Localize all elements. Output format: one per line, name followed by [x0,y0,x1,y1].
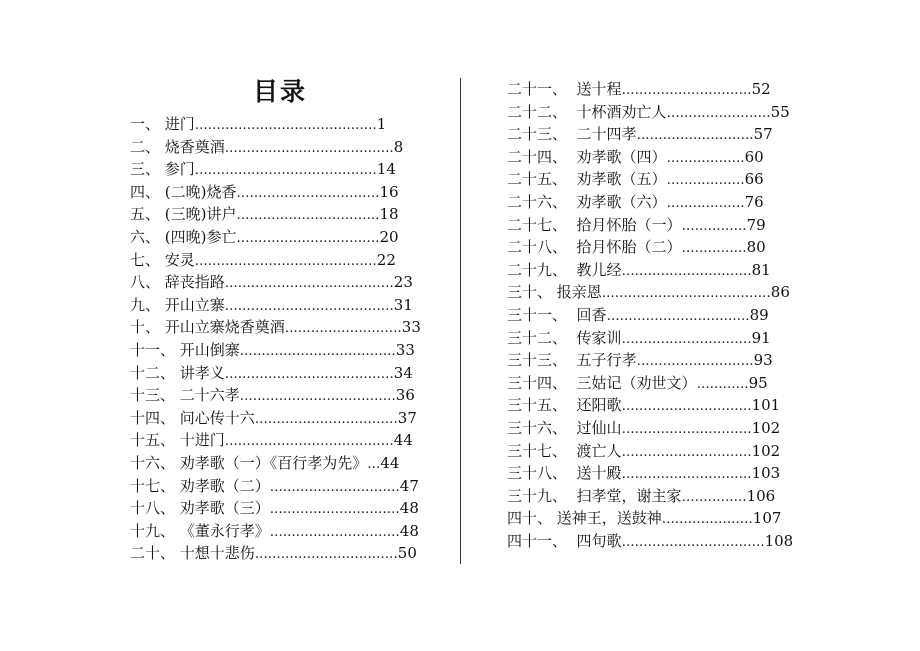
toc-entry[interactable] [130,452,445,475]
toc-left-column [130,113,445,565]
toc-entry[interactable] [507,440,807,463]
toc-entry-number: 四、 [130,182,161,201]
toc-entry[interactable] [507,214,807,237]
toc-entry-number: 二十二、 [507,102,568,121]
toc-entry-page: 23 [393,273,413,292]
toc-entry-number: 三十八、 [507,464,568,483]
toc-entry-page: 80 [746,238,766,257]
toc-entry-number: 十二、 [130,363,176,382]
toc-entry-page: 60 [744,147,764,166]
toc-entry-number: 四十、 [507,509,553,528]
toc-entry-title: 送神王，送鼓神 [552,509,662,528]
toc-entry-title: (四晚)参亡 [160,227,237,246]
toc-entry-page: 101 [751,396,781,415]
toc-entry-number: 四十一、 [507,531,568,550]
toc-entry-number: 三十七、 [507,441,568,460]
toc-entry-page: 18 [379,205,399,224]
toc-entry-page: 50 [397,544,417,563]
toc-entry-number: 三十、 [507,283,553,302]
toc-entry[interactable] [130,316,445,339]
toc-entry-number: 三十一、 [507,305,568,324]
toc-entry-title: 二十四孝 [567,125,637,144]
toc-entry-leader: ………………………… [269,502,400,518]
toc-entry[interactable] [130,271,445,294]
toc-entry-leader: ………………………………… [224,276,394,292]
toc-entry-leader: ………………………… [269,524,400,540]
toc-entry-title: 安灵 [160,250,195,269]
toc-entry-number: 五、 [130,205,161,224]
toc-entry-number: 十五、 [130,431,176,450]
toc-entry-number: 十八、 [130,499,176,518]
toc-entry-number: 三十四、 [507,373,568,392]
toc-entry-title: 劝孝歌（四） [567,147,667,166]
toc-entry[interactable] [507,146,807,169]
toc-entry-number: 六、 [130,227,161,246]
toc-entry-page: 103 [751,464,781,483]
toc-entry-title: 开山倒寨 [175,340,240,359]
toc-entry-leader: …………………………… [236,230,380,246]
toc-entry-leader: ……………………………… [239,389,396,405]
toc-entry[interactable] [507,101,807,124]
toc-entry-page: 33 [395,340,415,359]
toc-entry-page: 37 [397,408,417,427]
toc-entry-leader: ………………………… [621,444,752,460]
toc-entry-leader: ………………………… [621,421,752,437]
toc-entry-number: 三十五、 [507,396,568,415]
toc-entry-title: 开山立寨 [160,295,225,314]
toc-entry-page: 107 [752,509,782,528]
toc-entry[interactable] [507,191,807,214]
toc-entry-leader: …………… [681,218,747,234]
toc-entry[interactable] [507,394,807,417]
toc-entry-number: 二、 [130,137,161,156]
toc-entry-number: 二十七、 [507,215,568,234]
toc-entry-page: 102 [751,418,781,437]
toc-entry-title: 回香 [567,305,607,324]
toc-entry[interactable] [507,507,807,530]
toc-entry-title: 扫孝堂，谢主家 [567,486,682,505]
toc-entry-leader: …………………… [666,105,771,121]
toc-entry[interactable] [130,249,445,272]
toc-entry[interactable] [507,372,807,395]
toc-entry-number: 二十一、 [507,80,568,98]
toc-entry-title: 劝孝歌（六） [567,192,667,211]
toc-entry[interactable] [130,339,445,362]
toc-entry-page: 106 [746,486,776,505]
toc-entry-leader: …………………………………… [194,118,377,133]
toc-entry-leader: ………………………………… [601,286,771,302]
toc-entry-number: 三十三、 [507,351,568,370]
toc-entry-leader: ………………………… [269,479,400,495]
toc-entry-title: 烧香奠酒 [160,137,225,156]
toc-entry[interactable] [507,530,807,553]
toc-entry-title: 三姑记（劝世文） [567,373,697,392]
toc-entry-title: 十想十悲伤 [175,544,255,563]
toc-entry-leader: ………………………………… [224,366,394,382]
toc-entry-number: 一、 [130,115,161,133]
toc-entry[interactable] [507,349,807,372]
toc-entry[interactable] [130,520,445,543]
toc-entry-leader: ……………… [666,150,745,166]
toc-entry-number: 十一、 [130,340,176,359]
toc-entry-page: 108 [764,531,794,550]
toc-entry-title: 拾月怀胎（二） [567,238,682,257]
toc-entry-title: 《董永行孝》 [175,521,270,540]
toc-entry-leader: …………………………………… [194,163,377,179]
toc-entry-title: (二晚)烧香 [160,182,237,201]
toc-entry-page: 16 [379,182,399,201]
toc-entry-title: 十杯酒劝亡人 [567,102,667,121]
toc-entry-title: 问心传十六 [175,408,255,427]
toc-entry-title: 讲孝义 [175,363,225,382]
toc-entry-leader: …………… [681,241,747,257]
toc-entry-leader: … [367,456,381,472]
toc-entry-number: 二十九、 [507,260,568,279]
toc-entry-number: 三、 [130,160,161,179]
toc-entry-leader: ………………… [661,512,753,528]
toc-entry[interactable] [130,181,445,204]
toc-entry-title: 送十殿 [567,464,622,483]
toc-entry-page: 81 [751,260,771,279]
toc-entry[interactable] [130,203,445,226]
toc-entry-number: 九、 [130,295,161,314]
toc-entry-title: 还阳歌 [567,396,622,415]
toc-entry[interactable] [130,362,445,385]
toc-entry-leader: ……………………… [284,321,402,337]
toc-entry-title: 报亲恩 [552,283,602,302]
toc-entry-title: 拾月怀胎（一） [567,215,682,234]
toc-entry-title: 渡亡人 [567,441,622,460]
toc-entry-number: 十六、 [130,453,176,472]
toc-entry-page: 95 [748,373,768,392]
toc-entry-page: 57 [753,125,773,144]
toc-entry-page: 34 [393,363,413,382]
toc-entry-number: 十九、 [130,521,176,540]
toc-entry[interactable] [130,429,445,452]
toc-entry-title: 辞丧指路 [160,273,225,292]
toc-entry-leader: ………………………… [621,399,752,415]
toc-entry-leader: …………………………… [606,308,750,324]
toc-entry[interactable] [507,281,807,304]
toc-entry-leader: ……………… [666,195,745,211]
toc-entry[interactable] [130,113,445,136]
toc-entry-number: 七、 [130,250,161,269]
toc-entry[interactable] [130,475,445,498]
toc-entry-number: 十、 [130,318,161,337]
toc-entry-page: 31 [393,295,413,314]
toc-entry[interactable] [507,327,807,350]
toc-entry-title: 劝孝歌（五） [567,170,667,189]
toc-entry-leader: ………… [696,376,749,392]
toc-entry[interactable] [130,407,445,430]
toc-entry-number: 三十九、 [507,486,568,505]
toc-entry-title: 开山立寨烧香奠酒 [160,318,285,337]
toc-entry-title: 送十程 [567,80,622,98]
toc-entry-title: 劝孝歌（二） [175,476,270,495]
toc-entry-leader: ……………………………… [239,343,396,359]
toc-entry-leader: …………………………… [236,208,380,224]
toc-entry[interactable] [130,136,445,159]
toc-entry-number: 三十六、 [507,418,568,437]
toc-right-column [507,78,807,552]
toc-entry[interactable] [130,158,445,181]
toc-entry-title: 劝孝歌（一）《百行孝为先》 [175,453,368,472]
toc-entry-page: 36 [395,386,415,405]
toc-entry-title: (三晚)讲户 [160,205,237,224]
toc-entry-number: 十四、 [130,408,176,427]
toc-entry-page: 22 [376,250,396,269]
toc-entry-title: 参门 [160,160,195,179]
toc-entry-leader: ………………………… [621,331,752,347]
toc-entry-leader: …………………………………… [194,253,377,269]
toc-entry[interactable] [507,236,807,259]
toc-entry[interactable] [130,542,445,565]
toc-entry-page: 79 [746,215,766,234]
toc-entry-page: 102 [751,441,781,460]
toc-entry-number: 二十五、 [507,170,568,189]
toc-entry-title: 五子行孝 [567,351,637,370]
toc-entry-title: 进门 [160,115,195,133]
toc-entry[interactable] [130,497,445,520]
toc-entry-page: 14 [376,160,396,179]
toc-entry-page: 91 [751,328,771,347]
toc-entry[interactable] [507,78,807,101]
toc-entry-leader: ……………………… [636,128,754,144]
toc-entry-number: 十七、 [130,476,176,495]
toc-entry-page: 1 [376,115,387,133]
toc-entry[interactable] [130,294,445,317]
toc-entry[interactable] [507,123,807,146]
toc-entry-page: 44 [380,453,400,472]
toc-entry[interactable] [507,462,807,485]
toc-entry-page: 44 [393,431,413,450]
toc-entry[interactable] [130,226,445,249]
toc-entry-number: 二十、 [130,544,176,563]
toc-entry[interactable] [507,417,807,440]
toc-entry-leader: ………………………………… [224,434,394,450]
toc-entry-title: 教儿经 [567,260,622,279]
toc-entry-leader: …………… [681,489,747,505]
toc-entry-title: 四句歌 [567,531,622,550]
toc-entry-number: 十三、 [130,386,176,405]
toc-entry-leader: ………………………………… [224,298,394,314]
toc-entry-page: 55 [770,102,790,121]
toc-entry-title: 二十六孝 [175,386,240,405]
toc-entry-leader: ……………………… [636,354,754,370]
toc-entry[interactable] [130,384,445,407]
toc-entry-leader: ………………………………… [224,140,394,156]
toc-entry-number: 二十八、 [507,238,568,257]
toc-entry[interactable] [507,304,807,327]
toc-entry-page: 48 [399,499,419,518]
toc-entry-leader: …………………………… [254,411,398,427]
toc-entry-page: 8 [393,137,404,156]
toc-entry-leader: ………………………… [621,467,752,483]
toc-entry-number: 三十二、 [507,328,568,347]
toc-entry-leader: ………………………… [621,263,752,279]
toc-entry-title: 过仙山 [567,418,622,437]
page-title: 目录 [252,77,307,106]
toc-entry[interactable] [507,259,807,282]
toc-entry-page: 76 [744,192,764,211]
toc-entry-number: 二十四、 [507,147,568,166]
toc-entry-page: 52 [751,80,771,98]
toc-entry-number: 二十六、 [507,192,568,211]
toc-entry-page: 48 [399,521,419,540]
toc-entry-page: 93 [753,351,773,370]
toc-entry-number: 八、 [130,273,161,292]
toc-entry-leader: ……………… [666,173,745,189]
toc-entry-leader: …………………………… [621,534,765,550]
toc-entry-leader: …………………………… [236,185,380,201]
toc-entry-leader: ………………………… [621,83,752,98]
toc-entry-title: 十进门 [175,431,225,450]
toc-entry-page: 89 [749,305,769,324]
toc-entry-number: 二十三、 [507,125,568,144]
toc-entry-page: 33 [401,318,421,337]
toc-entry-title: 劝孝歌（三） [175,499,270,518]
toc-entry-page: 20 [379,227,399,246]
toc-entry-title: 传家训 [567,328,622,347]
toc-entry[interactable] [507,168,807,191]
toc-entry-page: 66 [744,170,764,189]
toc-entry-leader: …………………………… [254,547,398,563]
toc-entry-page: 47 [399,476,419,495]
toc-entry-page: 86 [770,283,790,302]
toc-entry[interactable] [507,485,807,508]
column-divider [460,78,461,564]
